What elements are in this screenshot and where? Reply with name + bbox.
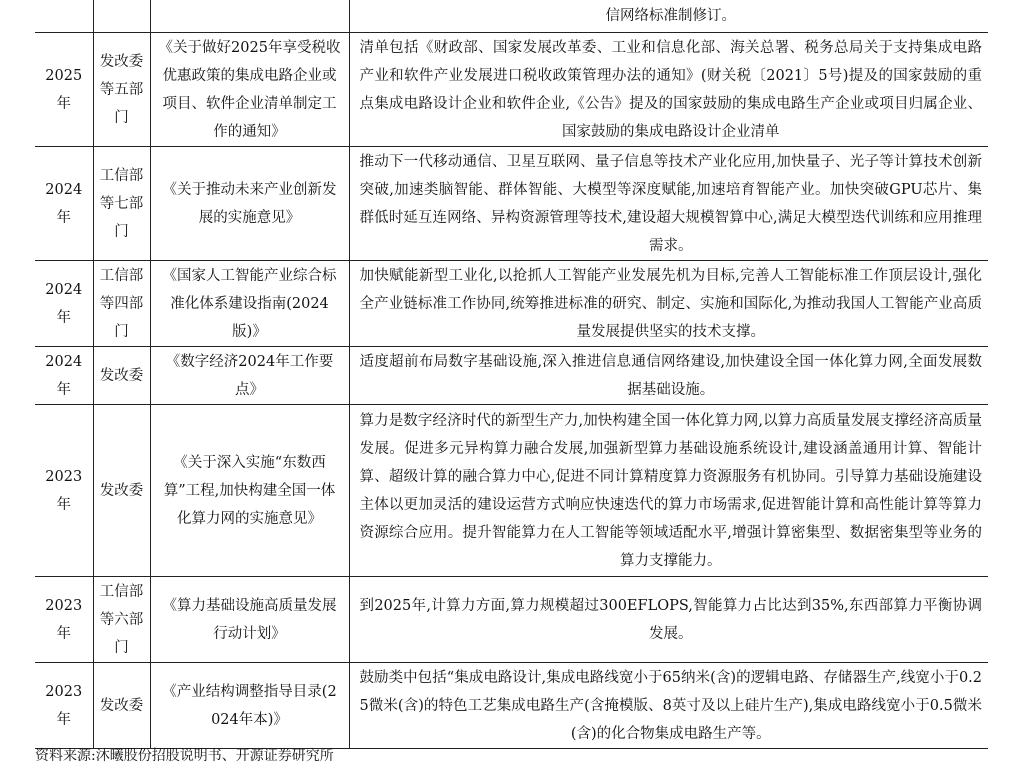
- policy-table-container: [35, 0, 988, 749]
- cell-dept: 发改委等五部门: [93, 33, 150, 147]
- cell-content: 信网络标准制修订。: [349, 0, 988, 33]
- table-row: [35, 663, 988, 749]
- cell-doc: [150, 0, 349, 33]
- cell-content: 推动下一代移动通信、卫星互联网、量子信息等技术产业化应用,加快量子、光子等计算技术创新突破,加速类脑智能、群体智能、大模型等深度赋能,加速培育智能产业。加快突破GPU芯片、集群低时延互连网络、异构资源管理等技术,建设超大规模智算中心,满足大模型迭代训练和应用推理需求。: [349, 147, 988, 261]
- cell-year: 2023年: [35, 663, 93, 749]
- table-row: [35, 147, 988, 261]
- table-row: [35, 33, 988, 147]
- cell-dept: 发改委: [93, 663, 150, 749]
- cell-content: 到2025年,计算力方面,算力规模超过300EFLOPS,智能算力占比达到35%,东西部算力平衡协调发展。: [349, 577, 988, 663]
- cell-dept: 发改委: [93, 405, 150, 577]
- cell-year: [35, 0, 93, 33]
- cell-doc: 《数字经济2024年工作要点》: [150, 347, 349, 405]
- cell-dept: 发改委: [93, 347, 150, 405]
- cell-content: 清单包括《财政部、国家发展改革委、工业和信息化部、海关总署、税务总局关于支持集成电路产业和软件产业发展进口税收政策管理办法的通知》(财关税〔2021〕5号)提及的国家鼓励的重点集成电路设计企业和软件企业,《公告》提及的国家鼓励的集成电路生产企业或项目归属企业、国家鼓励的集成电路设计企业清单: [349, 33, 988, 147]
- cell-dept: 工信部等六部门: [93, 577, 150, 663]
- cell-doc: 《产业结构调整指导目录(2024年本)》: [150, 663, 349, 749]
- cell-content: 加快赋能新型工业化,以抢抓人工智能产业发展先机为目标,完善人工智能标准工作顶层设计,强化全产业链标准工作协同,统筹推进标准的研究、制定、实施和国际化,为推动我国人工智能产业高质量发展提供坚实的技术支撑。: [349, 261, 988, 347]
- table-row: [35, 405, 988, 577]
- source-note: 资料来源:沐曦股份招股说明书、开源证券研究所: [35, 748, 334, 764]
- cell-dept: 工信部等七部门: [93, 147, 150, 261]
- cell-year: 2024年: [35, 261, 93, 347]
- cell-year: 2024年: [35, 347, 93, 405]
- cell-year: 2025年: [35, 33, 93, 147]
- table-row: [35, 261, 988, 347]
- cell-content: 算力是数字经济时代的新型生产力,加快构建全国一体化算力网,以算力高质量发展支撑经济高质量发展。促进多元异构算力融合发展,加强新型算力基础设施系统设计,建设涵盖通用计算、智能计算、超级计算的融合算力中心,促进不同计算精度算力资源服务有机协同。引导算力基础设施建设主体以更加灵活的建设运营方式响应快速迭代的算力市场需求,促进智能计算和高性能计算等算力资源综合应用。提升智能算力在人工智能等领域适配水平,增强计算密集型、数据密集型等业务的算力支撑能力。: [349, 405, 988, 577]
- cell-year: 2023年: [35, 405, 93, 577]
- cell-doc: 《关于推动未来产业创新发展的实施意见》: [150, 147, 349, 261]
- cell-dept: [93, 0, 150, 33]
- cell-doc: 《国家人工智能产业综合标准化体系建设指南(2024版)》: [150, 261, 349, 347]
- table-row: [35, 577, 988, 663]
- cell-content: 鼓励类中包括“集成电路设计,集成电路线宽小于65纳米(含)的逻辑电路、存储器生产,线宽小于0.25微米(含)的特色工艺集成电路生产(含掩模版、8英寸及以上硅片生产),集成电路线宽小于0.5微米(含)的化合物集成电路生产等。: [349, 663, 988, 749]
- cell-doc: 《算力基础设施高质量发展行动计划》: [150, 577, 349, 663]
- cell-doc: 《关于做好2025年享受税收优惠政策的集成电路企业或项目、软件企业清单制定工作的通知》: [150, 33, 349, 147]
- table-row-continuation: [35, 0, 988, 33]
- cell-doc: 《关于深入实施“东数西算”工程,加快构建全国一体化算力网的实施意见》: [150, 405, 349, 577]
- table-row: [35, 347, 988, 405]
- cell-year: 2024年: [35, 147, 93, 261]
- policy-table: [35, 0, 988, 749]
- cell-year: 2023年: [35, 577, 93, 663]
- cell-content: 适度超前布局数字基础设施,深入推进信息通信网络建设,加快建设全国一体化算力网,全面发展数据基础设施。: [349, 347, 988, 405]
- cell-dept: 工信部等四部门: [93, 261, 150, 347]
